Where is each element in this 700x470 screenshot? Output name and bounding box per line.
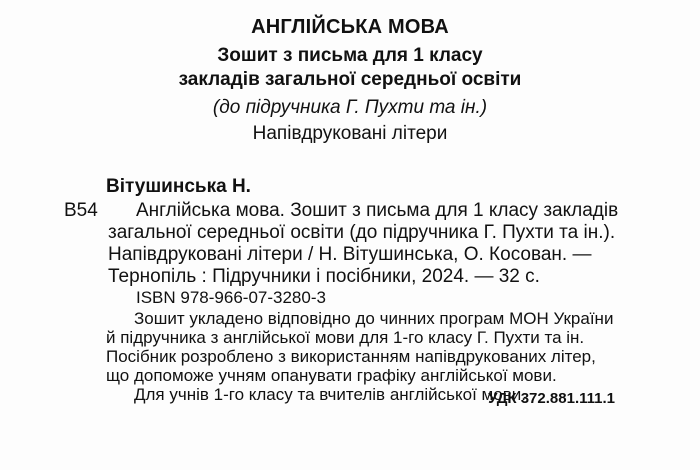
annotation-line: Для учнів 1-го класу та вчителів англійської мови. xyxy=(134,385,526,404)
annotation-line: й підручника з англійської мови для 1-го класу Г. Пухти та ін. xyxy=(106,328,585,347)
biblio-line: Тернопіль : Підручники і посібники, 2024. — 32 с. xyxy=(108,266,540,287)
biblio-line: Напівдруковані літери / Н. Вітушинська, О. Косован. — xyxy=(108,244,592,265)
catalog-code: В54 xyxy=(64,200,98,221)
isbn: ISBN 978-966-07-3280-3 xyxy=(136,288,326,307)
annotation-line: Зошит укладено відповідно до чинних програм МОН України xyxy=(134,309,614,328)
biblio-line: загальної середньої освіти (до підручника Г. Пухти та ін.). xyxy=(108,222,616,243)
biblio-line: Англійська мова. Зошит з письма для 1 класу закладів xyxy=(136,200,619,221)
annotation-line: Посібник розроблено з використанням напівдрукованих літер, xyxy=(106,347,596,366)
subject-title: АНГЛІЙСЬКА МОВА xyxy=(251,16,449,38)
udk-code: УДК 372.881.111.1 xyxy=(488,390,615,407)
workbook-title-line2: закладів загальної середньої освіти xyxy=(178,69,522,90)
annotation-line: що допоможе учням опанувати графіку англійської мови. xyxy=(106,366,557,385)
letter-type: Напівдруковані літери xyxy=(252,123,448,144)
textbook-reference: (до підручника Г. Пухти та ін.) xyxy=(212,97,488,118)
bibliographic-description xyxy=(108,200,688,288)
workbook-title-line1: Зошит з письма для 1 класу xyxy=(217,45,483,66)
author-name: Вітушинська Н. xyxy=(106,176,251,197)
